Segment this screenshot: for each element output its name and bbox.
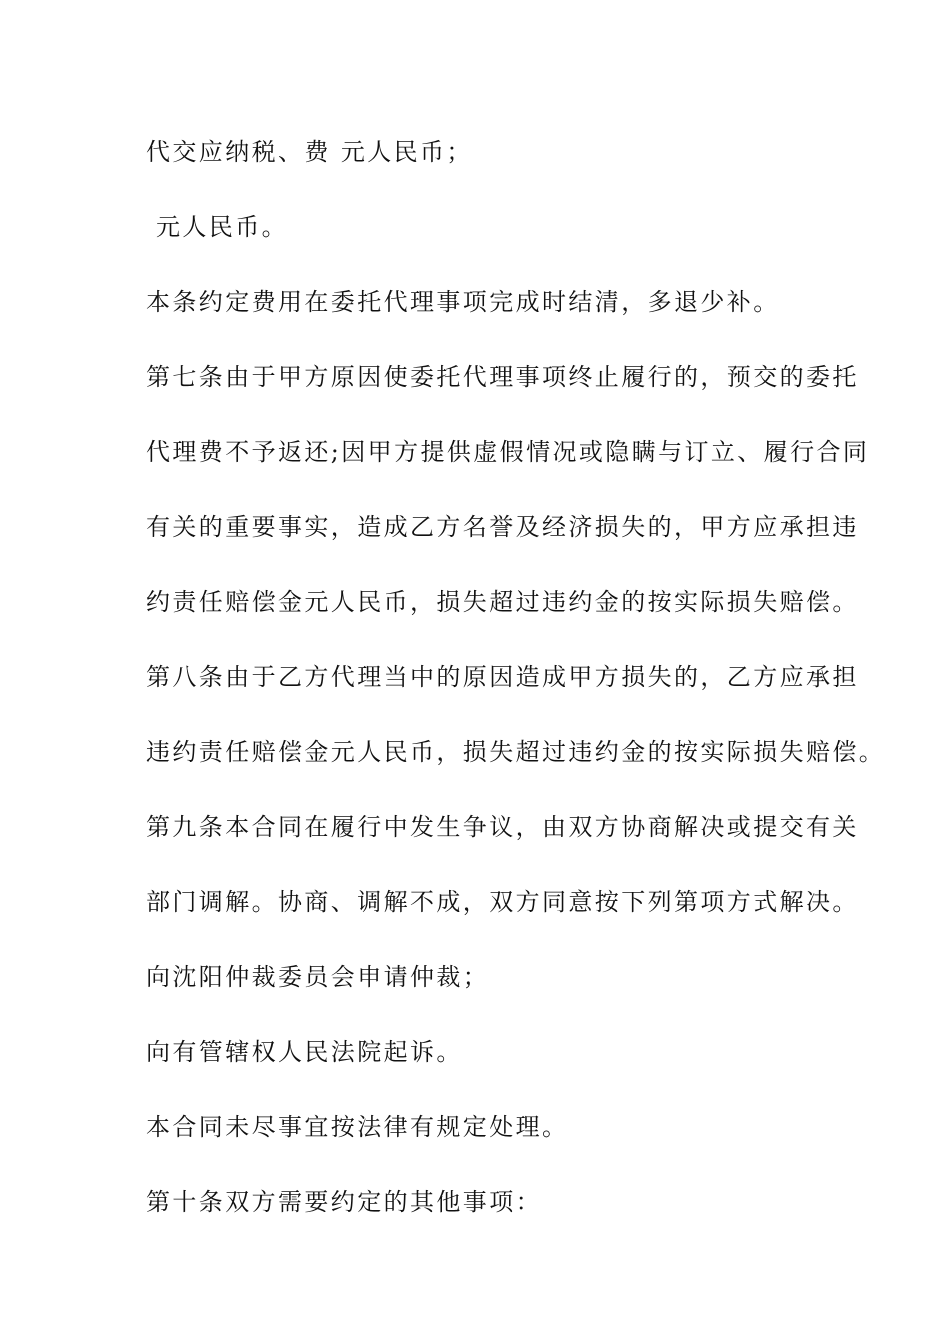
text-line: 违约责任赔偿金元人民币，损失超过违约金的按实际损失赔偿。 [146, 738, 886, 766]
text-line: 有关的重要事实，造成乙方名誉及经济损失的，甲方应承担违 [146, 513, 859, 541]
text-line: 代交应纳税、费 元人民币； [146, 138, 473, 166]
text-line: 向沈阳仲裁委员会申请仲裁； [146, 963, 490, 991]
text-line: 约责任赔偿金元人民币，损失超过违约金的按实际损失赔偿。 [146, 588, 859, 616]
text-line: 第十条双方需要约定的其他事项： [146, 1188, 542, 1216]
text-line: 元人民币。 [146, 213, 289, 241]
text-line: 向有管辖权人民法院起诉。 [146, 1038, 463, 1066]
text-line: 第九条本合同在履行中发生争议，由双方协商解决或提交有关 [146, 813, 859, 841]
text-line: 第八条由于乙方代理当中的原因造成甲方损失的，乙方应承担 [146, 663, 859, 691]
text-line: 部门调解。协商、调解不成，双方同意按下列第项方式解决。 [146, 888, 859, 916]
text-line: 第七条由于甲方原因使委托代理事项终止履行的，预交的委托 [146, 363, 859, 391]
text-line: 代理费不予返还;因甲方提供虚假情况或隐瞒与订立、履行合同 [146, 438, 870, 466]
text-line: 本条约定费用在委托代理事项完成时结清，多退少补。 [146, 288, 780, 316]
text-line: 本合同未尽事宜按法律有规定处理。 [146, 1113, 569, 1141]
